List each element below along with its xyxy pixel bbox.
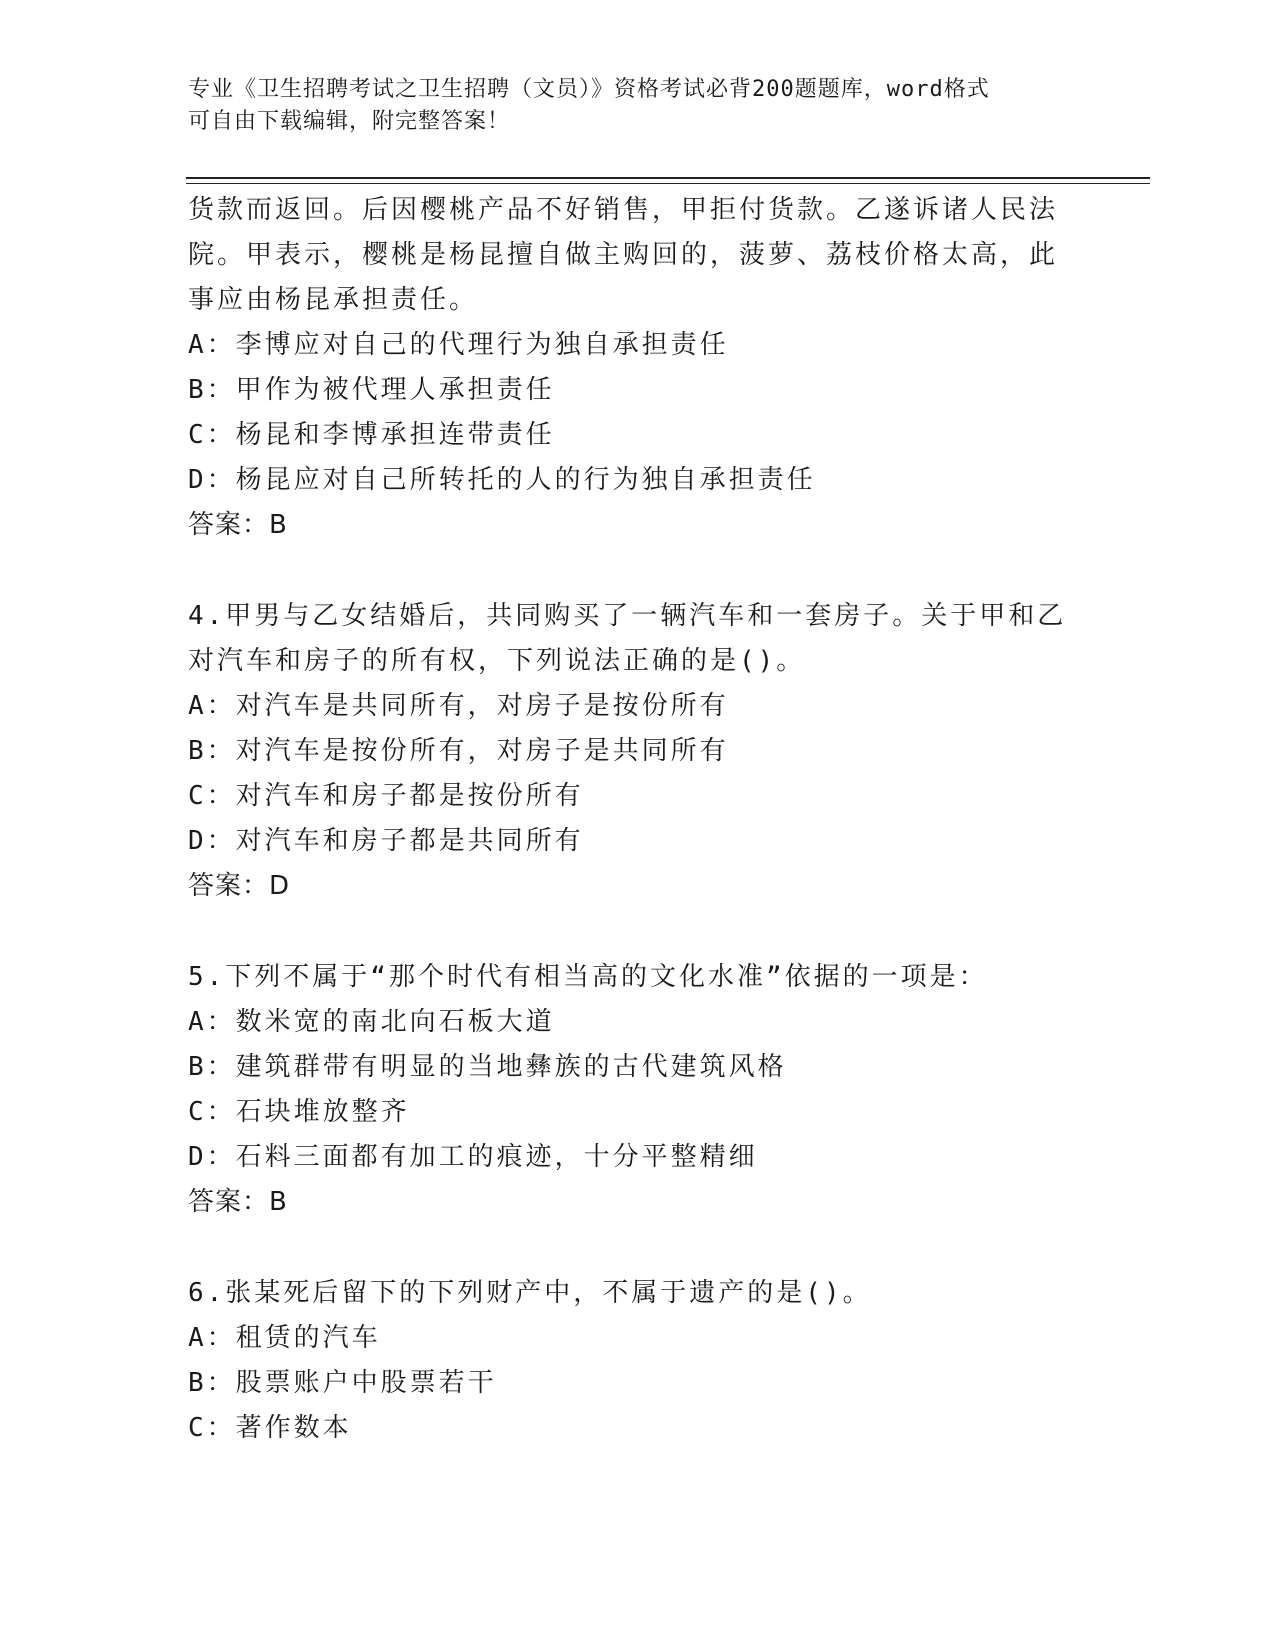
question-6 (188, 1271, 1088, 1451)
answer-label: 答案：B (188, 510, 288, 540)
question-3 (188, 188, 1088, 548)
option-b: B：建筑群带有明显的当地彝族的古代建筑风格 (188, 1052, 787, 1082)
question-4 (188, 594, 1088, 909)
option-a: A：对汽车是共同所有，对房子是按份所有 (188, 691, 729, 721)
question-list (188, 188, 1088, 1451)
question-stem-line: 对汽车和房子的所有权，下列说法正确的是()。 (188, 646, 806, 676)
answer-label: 答案：B (188, 1187, 288, 1217)
option-c: C：石块堆放整齐 (188, 1097, 410, 1127)
option-c: C：对汽车和房子都是按份所有 (188, 781, 584, 811)
question-stem-line: 事应由杨昆承担责任。 (188, 285, 479, 315)
option-d: D：对汽车和房子都是共同所有 (188, 826, 584, 856)
question-spacer (188, 1225, 1088, 1271)
question-stem-line: 货款而返回。后因樱桃产品不好销售，甲拒付货款。乙遂诉诸人民法 (188, 195, 1059, 225)
header-title-line-2: 可自由下载编辑，附完整答案！ (188, 109, 511, 134)
question-stem-line: 6.张某死后留下的下列财产中，不属于遗产的是()。 (188, 1278, 872, 1308)
option-d: D：石料三面都有加工的痕迹，十分平整精细 (188, 1142, 758, 1172)
question-stem-line: 4.甲男与乙女结婚后，共同购买了一辆汽车和一套房子。关于甲和乙 (188, 601, 1067, 631)
option-b: B：对汽车是按份所有，对房子是共同所有 (188, 736, 729, 766)
question-5 (188, 955, 1088, 1225)
option-a: A：李博应对自己的代理行为独自承担责任 (188, 330, 729, 360)
question-stem-line: 院。甲表示，樱桃是杨昆擅自做主购回的，菠萝、荔枝价格太高，此 (188, 240, 1059, 270)
question-spacer (188, 909, 1088, 955)
option-a: A：租赁的汽车 (188, 1323, 381, 1353)
option-a: A：数米宽的南北向石板大道 (188, 1007, 555, 1037)
header-rule-thin (186, 183, 1150, 184)
option-c: C：杨昆和李博承担连带责任 (188, 420, 555, 450)
option-c: C：著作数本 (188, 1413, 352, 1443)
question-stem-line: 5.下列不属于“那个时代有相当高的文化水准”依据的一项是： (188, 962, 988, 992)
option-b: B：甲作为被代理人承担责任 (188, 375, 555, 405)
option-d: D：杨昆应对自己所转托的人的行为独自承担责任 (188, 465, 816, 495)
answer-label: 答案：D (188, 871, 291, 901)
header-title-line-1: 专业《卫生招聘考试之卫生招聘（文员）》资格考试必背200题题库，word格式 (188, 77, 990, 102)
document-header (188, 74, 1088, 138)
option-b: B：股票账户中股票若干 (188, 1368, 497, 1398)
question-spacer (188, 548, 1088, 594)
header-rule-thick (186, 177, 1150, 179)
